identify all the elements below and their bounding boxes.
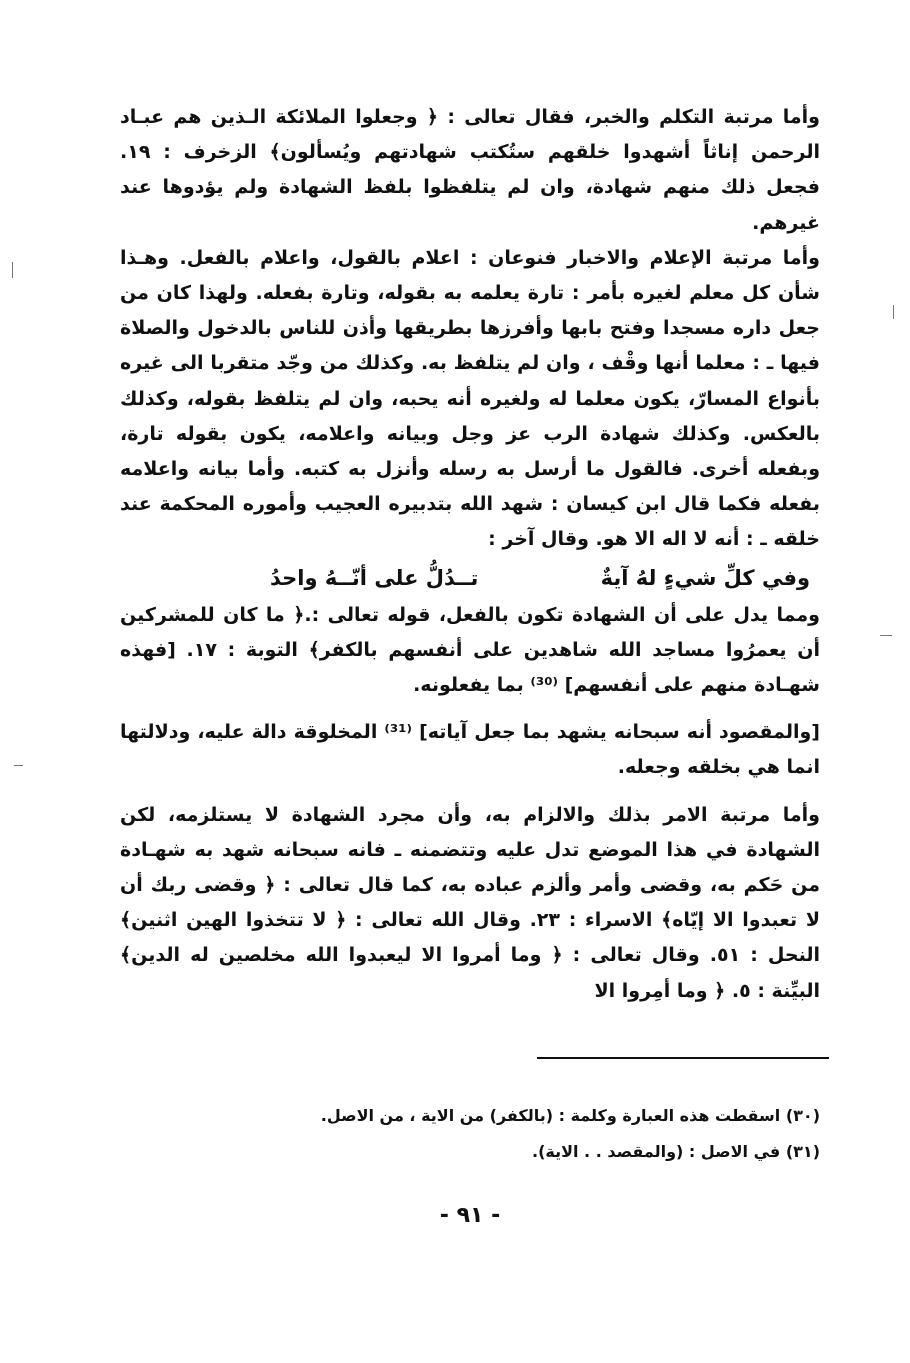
verse-left-hemistich: تــدُلُّ على أنّــهُ واحدُ <box>270 565 479 590</box>
paragraph-intended-meaning: [والمقصود أنه سبحانه يشهد بما جعل آياته] ⁽³¹⁾ المخلوقة دالة عليه، ودلالتها انما هي بخلقه وجعله. <box>120 721 820 779</box>
poetry-verse <box>120 558 820 598</box>
scan-margin-mark <box>880 635 892 636</box>
paragraph-command-rank: وأما مرتبة الامر بذلك والالزام به، وأن مجرد الشهادة لا يستلزمه، لكن الشهادة في هذا الموضع تدل عليه وتتضمنه ـ فانه سبحانه شهد به شهـادة من حَكم به، وقضى وأمر وألزم عباده به، كما قال تعالى : ﴿ وقضى ربك أن لا تعبدوا الا إيّاه﴾ الاسراء : ٢٣. وقال الله تعالى : ﴿ لا تتخذوا الهين اثنين﴾ النحل : ٥١. وقال تعالى : ﴿ وما أمروا الا ليعبدوا الله مخلصين له الدين﴾ البيِّنة : ٥. ﴿ وما أمِروا الا <box>120 803 820 1002</box>
paragraph-testimony-by-action: ومما يدل على أن الشهادة تكون بالفعل، قوله تعالى :.﴿ ما كان للمشركين أن يعمرُوا مساجد الله شاهدين على أنفسهم بالكفر﴾ التوبة : ١٧. [فهذه شهـادة منهم على أنفسهم] ⁽³⁰⁾ بما يفعلونه. <box>120 603 820 697</box>
paragraph-testimony-by-speech: وأما مرتبة التكلم والخبر، فقال تعالى : ﴿ وجعلوا الملائكة الـذين هم عبـاد الرحمن إناثاً أشهدوا خلقهم ستُكتب شهادتهم ويُسألون﴾ الزخرف : ١٩. فجعل ذلك منهم شهادة، وان لم يتلفظوا بلفظ الشهادة ولم يؤدوها عند غيرهم. <box>120 106 820 234</box>
page-number: - ٩١ - <box>439 1203 501 1228</box>
footnotes <box>120 1098 820 1170</box>
verse-right-hemistich: وفي كلِّ شيءٍ لهُ آيةٌ <box>600 565 810 590</box>
footnote-divider <box>537 1057 829 1059</box>
scan-margin-mark <box>12 262 13 278</box>
footnote-30: (٣٠) اسقطت هذه العبارة وكلمة : (بالكفر) من الاية ، من الاصل. <box>320 1106 820 1125</box>
footnote-31: (٣١) في الاصل : (والمقصد . . الاية). <box>531 1142 820 1161</box>
paragraph-informing-types: وأما مرتبة الإعلام والاخبار فنوعان : اعلام بالقول، واعلام بالفعل. وهـذا شأن كل معلم لغيره بأمر : تارة يعلمه به بقوله، وتارة بفعله. ولهذا كان من جعل داره مسجدا وفتح بابها وأفرزها بطريقها وأذن للناس بالدخول والصلاة فيها ـ : معلما أنها وقْف ، وان لم يتلفظ به. وكذلك من وجّد متقربا الى غيره بأنواع المسارّ، يكون معلما له ولغيره أنه يحبه، وان لم يتلفظ بقوله، وكذلك بالعكس. وكذلك شهادة الرب عز وجل وبيانه واعلامه، يكون بقوله تارة، وبفعله أخرى. فالقول ما أرسل به رسله وأنزل به كتبه. وأما بيانه واعلامه بفعله فكما قال ابن كيسان : شهد الله بتدبيره العجيب وأموره المحكمة عند خلقه ـ : أنه لا اله الا هو. وقال آخر : <box>120 246 820 551</box>
main-text <box>120 100 820 1009</box>
scan-margin-mark <box>14 765 23 766</box>
scan-margin-mark <box>893 305 894 319</box>
